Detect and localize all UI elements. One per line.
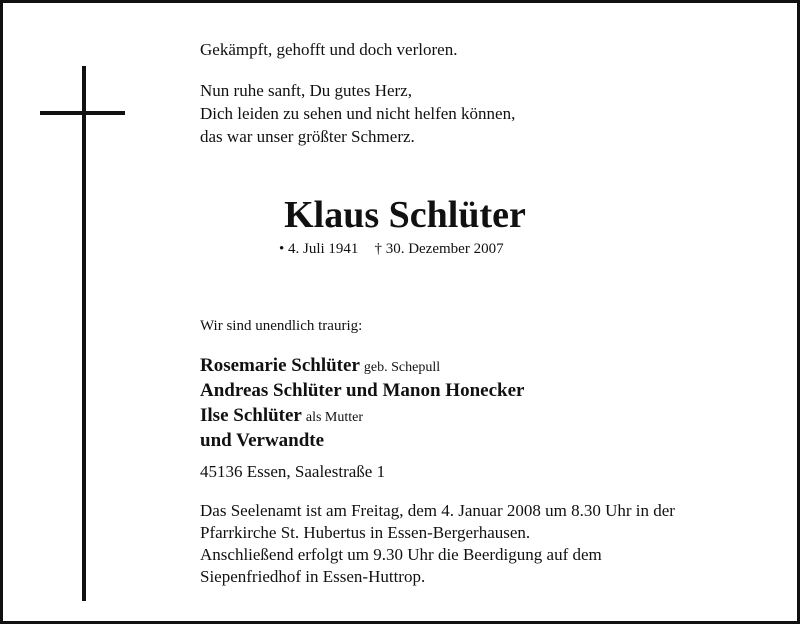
mourner-note: geb. Schepull: [363, 360, 441, 375]
family-address: 45136 Essen, Saalestraße 1: [200, 462, 386, 481]
mourner-entry: [200, 403, 524, 428]
deceased-name: Klaus Schlüter: [284, 194, 526, 236]
death-date: † 30. Dezember 2007: [374, 241, 504, 257]
mourner-entry: [200, 378, 524, 403]
mourning-intro: Wir sind unendlich traurig:: [200, 318, 363, 334]
life-dates: [279, 239, 504, 259]
verse-stanza-line: Dich leiden zu sehen und nicht helfen können,: [200, 104, 516, 123]
mourner-note: als Mutter: [305, 410, 364, 425]
cross-vertical-bar: [82, 66, 86, 601]
verse-stanza-line: Nun ruhe sanft, Du gutes Herz,: [200, 81, 412, 100]
mourner-name: Ilse Schlüter: [200, 405, 302, 426]
mourners-list: [200, 353, 524, 453]
funeral-service-info: [200, 500, 675, 588]
service-line: Anschließend erfolgt um 9.30 Uhr die Beerdigung auf dem: [200, 545, 602, 564]
mourner-name: und Verwandte: [200, 430, 325, 451]
service-line: Pfarrkirche St. Hubertus in Essen-Bergerhausen.: [200, 523, 531, 542]
verse-stanza: [200, 79, 515, 148]
verse-stanza-line: das war unser größter Schmerz.: [200, 127, 415, 146]
service-line: Siepenfriedhof in Essen-Huttrop.: [200, 567, 426, 586]
mourner-entry: [200, 428, 524, 453]
verse-opening-line: Gekämpft, gehofft und doch verloren.: [200, 40, 458, 59]
service-line: Das Seelenamt ist am Freitag, dem 4. Januar 2008 um 8.30 Uhr in der: [200, 501, 675, 520]
mourner-entry: [200, 353, 524, 378]
cross-horizontal-bar: [40, 111, 125, 115]
mourner-name: Andreas Schlüter und Manon Honecker: [200, 380, 525, 401]
mourner-name: Rosemarie Schlüter: [200, 355, 360, 376]
birth-date: • 4. Juli 1941: [279, 241, 359, 257]
